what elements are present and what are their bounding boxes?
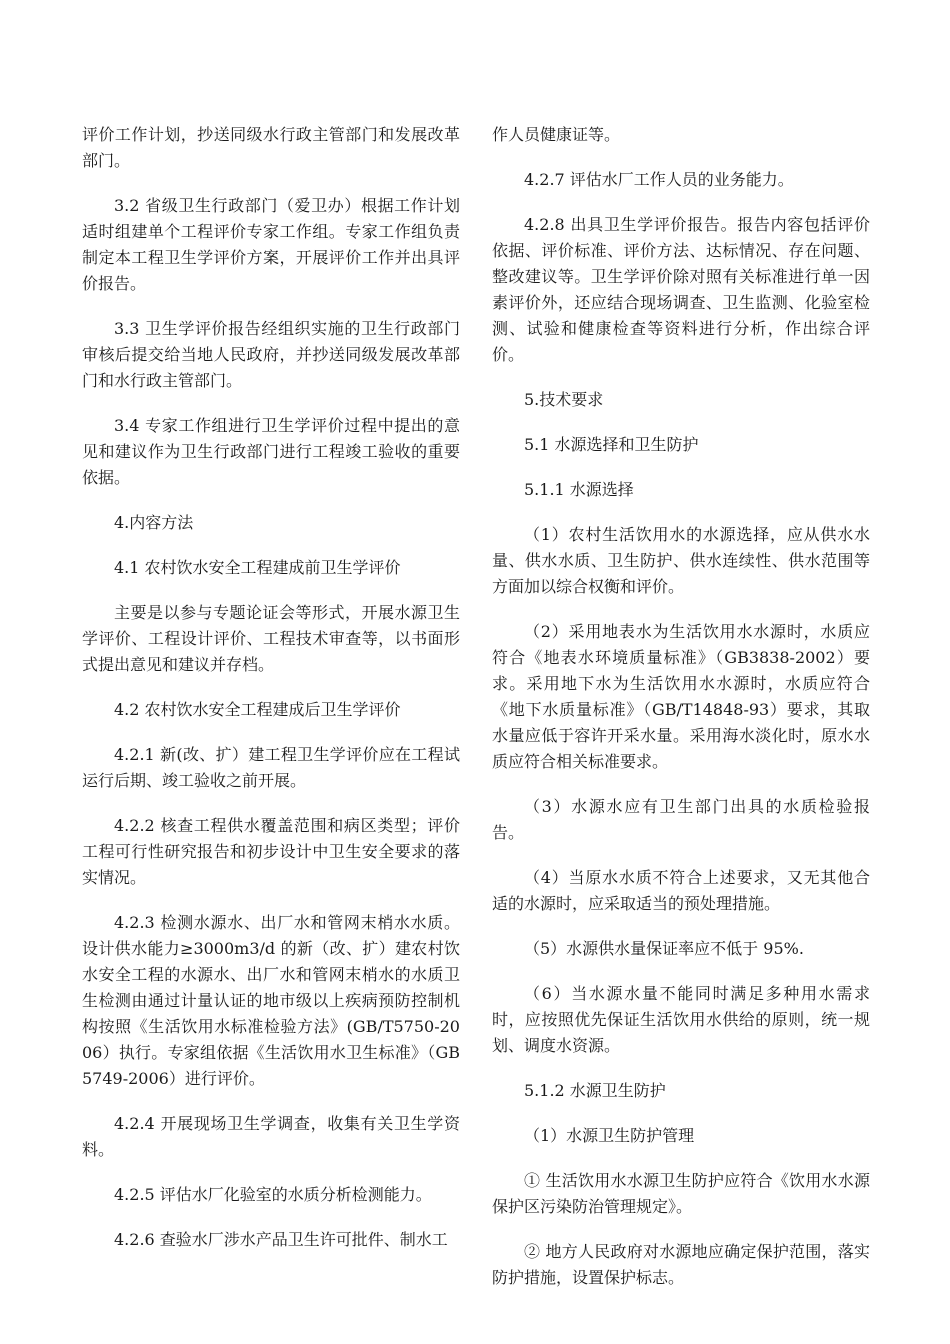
paragraph: （5）水源供水量保证率应不低于 95%. bbox=[524, 939, 804, 958]
right-text-column bbox=[492, 122, 870, 1310]
section-heading: 4.内容方法 bbox=[114, 513, 194, 532]
paragraph: （1）农村生活饮用水的水源选择，应从供水水量、供水水质、卫生防护、供水连续性、供水范围等方面加以综合权衡和评价。 bbox=[492, 525, 870, 596]
paragraph: （2）采用地表水为生活饮用水水源时，水质应符合《地表水环境质量标准》（GB3838-2002）要求。采用地下水为生活饮用水水源时，水质应符合《地下水质量标准》（GB/T14848-93）要求，其取水量应低于容许开采水量。采用海水淡化时，原水水质应符合相关标准要求。 bbox=[492, 622, 870, 771]
paragraph: （3）水源水应有卫生部门出具的水质检验报告。 bbox=[492, 797, 870, 842]
paragraph: 3.3 卫生学评价报告经组织实施的卫生行政部门审核后提交给当地人民政府，并抄送同级发展改革部门和水行政主管部门。 bbox=[82, 319, 460, 390]
paragraph: 4.2.8 出具卫生学评价报告。报告内容包括评价依据、评价标准、评价方法、达标情况、存在问题、整改建议等。卫生学评价除对照有关标准进行单一因素评价外，还应结合现场调查、卫生监测、化验室检测、试验和健康检查等资料进行分析，作出综合评价。 bbox=[492, 215, 870, 364]
section-heading: 5.1.2 水源卫生防护 bbox=[524, 1081, 666, 1100]
paragraph: 作人员健康证等。 bbox=[492, 125, 621, 144]
section-heading: 5.1.1 水源选择 bbox=[524, 480, 634, 499]
paragraph: 3.4 专家工作组进行卫生学评价过程中提出的意见和建议作为卫生行政部门进行工程竣工验收的重要依据。 bbox=[82, 416, 460, 487]
section-heading: 5.1 水源选择和卫生防护 bbox=[524, 435, 699, 454]
paragraph: ② 地方人民政府对水源地应确定保护范围，落实防护措施，设置保护标志。 bbox=[492, 1242, 870, 1287]
paragraph: 主要是以参与专题论证会等形式，开展水源卫生学评价、工程设计评价、工程技术审查等，以书面形式提出意见和建议并存档。 bbox=[82, 603, 460, 674]
paragraph: 3.2 省级卫生行政部门（爱卫办）根据工作计划适时组建单个工程评价专家工作组。专家工作组负责制定本工程卫生学评价方案，开展评价工作并出具评价报告。 bbox=[82, 196, 460, 293]
paragraph: 4.2.2 核查工程供水覆盖范围和病区类型；评价工程可行性研究报告和初步设计中卫生安全要求的落实情况。 bbox=[82, 816, 460, 887]
section-heading: 5.技术要求 bbox=[524, 390, 604, 409]
paragraph: 4.2.4 开展现场卫生学调查，收集有关卫生学资料。 bbox=[82, 1114, 460, 1159]
paragraph: 4.2.7 评估水厂工作人员的业务能力。 bbox=[524, 170, 794, 189]
section-heading: 4.1 农村饮水安全工程建成前卫生学评价 bbox=[114, 558, 401, 577]
paragraph: ① 生活饮用水水源卫生防护应符合《饮用水水源保护区污染防治管理规定》。 bbox=[492, 1171, 870, 1216]
section-heading: （1）水源卫生防护管理 bbox=[524, 1126, 695, 1145]
paragraph: 评价工作计划，抄送同级水行政主管部门和发展改革部门。 bbox=[82, 125, 460, 170]
paragraph: 4.2.1 新(改、扩）建工程卫生学评价应在工程试运行后期、竣工验收之前开展。 bbox=[82, 745, 460, 790]
paragraph: 4.2.3 检测水源水、出厂水和管网末梢水水质。设计供水能力≥3000m3/d 的新（改、扩）建农村饮水安全工程的水源水、出厂水和管网末梢水的水质卫生检测由通过计量认证的地市级以上疾病预防控制机构按照《生活饮用水标准检验方法》(GB/T5750-2006）执行。专家组依据《生活饮用水卫生标准》（GB5749-2006）进行评价。 bbox=[82, 913, 460, 1088]
paragraph: （6）当水源水量不能同时满足多种用水需求时，应按照优先保证生活饮用水供给的原则，统一规划、调度水资源。 bbox=[492, 984, 870, 1055]
section-heading: 4.2 农村饮水安全工程建成后卫生学评价 bbox=[114, 700, 401, 719]
left-text-column bbox=[82, 122, 460, 1272]
paragraph: 4.2.5 评估水厂化验室的水质分析检测能力。 bbox=[114, 1185, 432, 1204]
paragraph: （4）当原水水质不符合上述要求，又无其他合适的水源时，应采取适当的预处理措施。 bbox=[492, 868, 870, 913]
paragraph: 4.2.6 查验水厂涉水产品卫生许可批件、制水工 bbox=[114, 1230, 448, 1249]
